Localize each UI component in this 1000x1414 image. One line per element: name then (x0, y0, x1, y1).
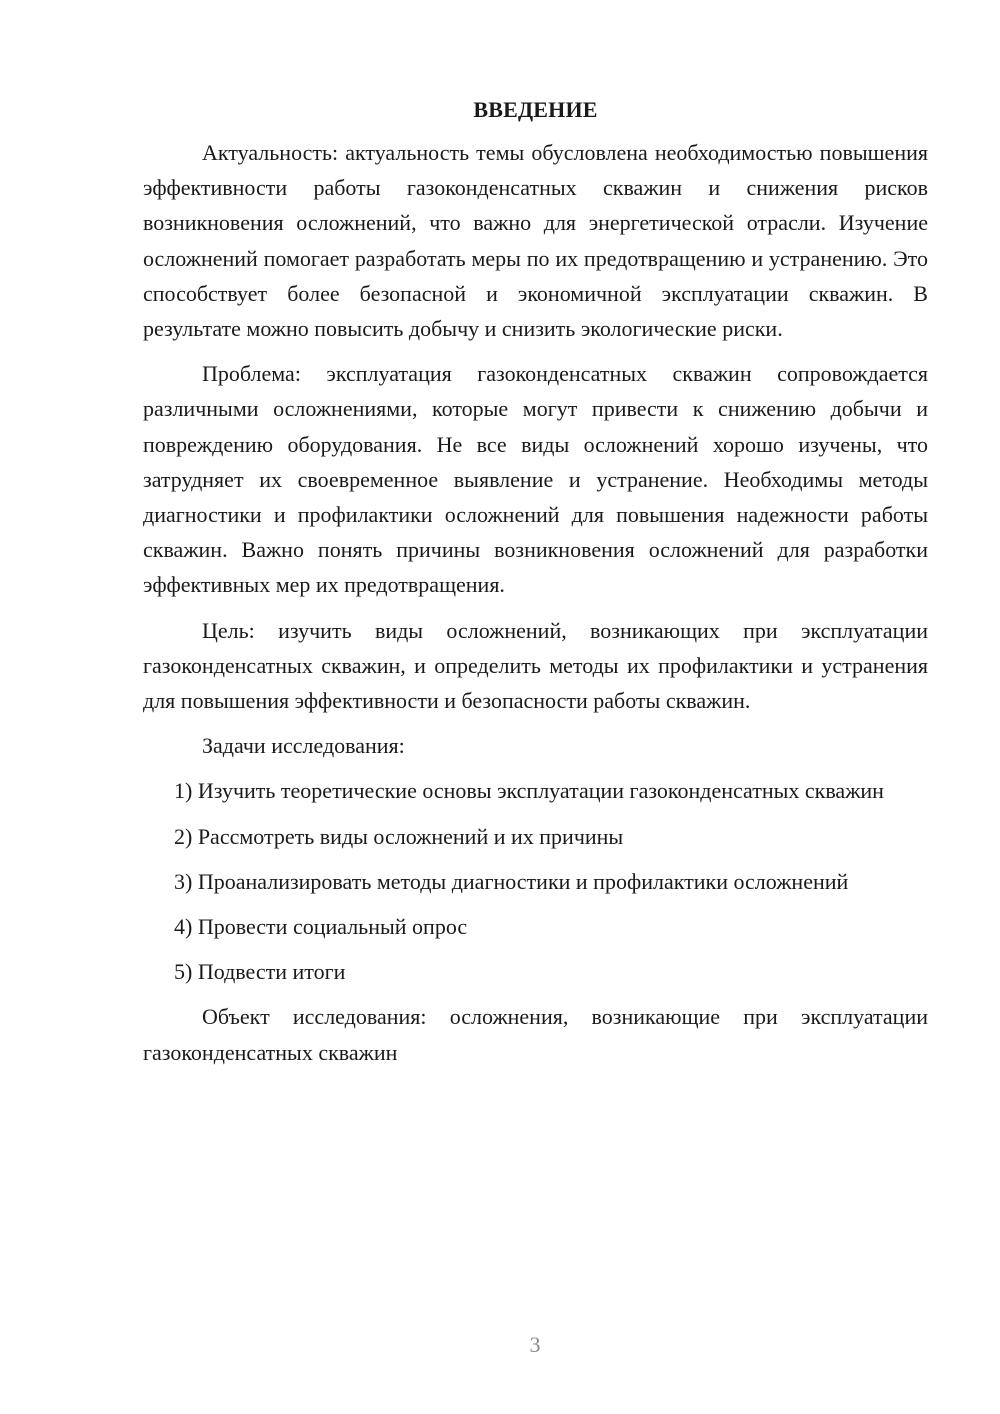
problem-paragraph: Проблема: эксплуатация газоконденсатных скважин сопровождается различными осложнениями, которые могут привести к снижению добычи и повреждению оборудования. Не все виды осложнений хорошо изучены, что затрудняет их своевременное выявление и устранение. Необходимы методы диагностики и профилактики осложнений для повышения надежности работы скважин. Важно понять причины возникновения осложнений для разработки эффективных мер их предотвращения. (143, 361, 928, 598)
document-page (143, 92, 928, 1080)
task-item-2: 2) Рассмотреть виды осложнений и их причины (174, 823, 624, 849)
research-object-paragraph: Объект исследования: осложнения, возникающие при эксплуатации газоконденсатных скважин (143, 1004, 928, 1065)
task-item-5: 5) Подвести итоги (174, 959, 346, 985)
tasks-heading: Задачи исследования: (202, 733, 405, 759)
page-number: 3 (529, 1332, 541, 1357)
task-item-3: 3) Проанализировать методы диагностики и профилактики осложнений (174, 868, 849, 894)
goal-paragraph: Цель: изучить виды осложнений, возникающих при эксплуатации газоконденсатных скважин, и определить методы их профилактики и устранения для повышения эффективности и безопасности работы скважин. (143, 617, 928, 714)
page-title: ВВЕДЕНИЕ (473, 97, 598, 122)
task-item-1: 1) Изучить теоретические основы эксплуатации газоконденсатных скважин (174, 778, 884, 804)
relevance-paragraph: Актуальность: актуальность темы обусловлена необходимостью повышения эффективности работы газоконденсатных скважин и снижения рисков возникновения осложнений, что важно для энергетической отрасли. Изучение осложнений помогает разработать меры по их предотвращению и устранению. Это способствует более безопасной и экономичной эксплуатации скважин. В результате можно повысить добычу и снизить экологические риски. (143, 140, 928, 342)
task-item-4: 4) Провести социальный опрос (174, 914, 468, 940)
